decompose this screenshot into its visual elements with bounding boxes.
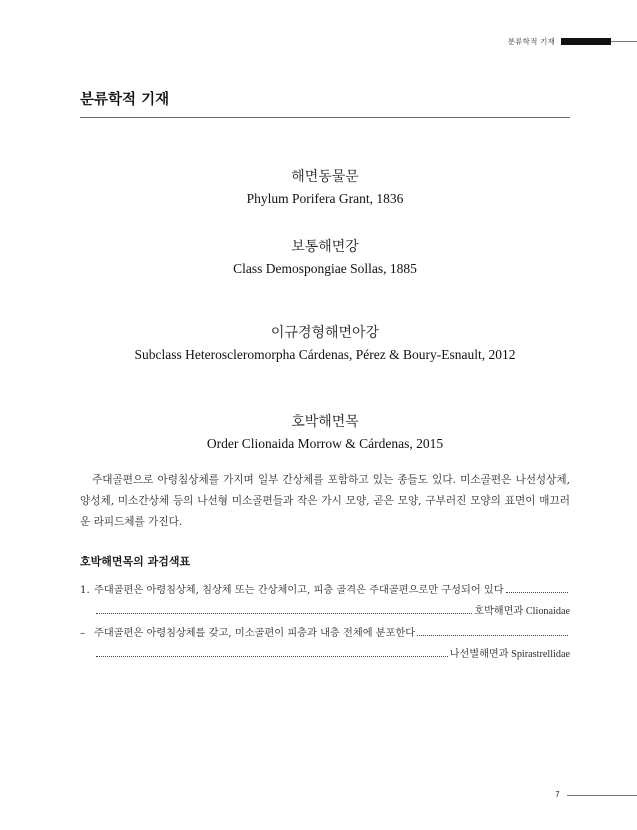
title-rule xyxy=(80,117,570,118)
key-marker: 1. xyxy=(80,585,90,596)
key-couplet-2-line-1 xyxy=(80,627,570,641)
running-header-line xyxy=(611,41,637,42)
key-marker: – xyxy=(80,628,86,639)
footer-rule xyxy=(567,795,637,796)
taxon-korean-name: 해면동물문 xyxy=(291,169,359,185)
running-header-bar xyxy=(561,38,611,45)
key-title: 호박해면목의 과검색표 xyxy=(80,555,191,568)
page-number: 7 xyxy=(555,790,560,799)
running-header-text: 분류학적 기재 xyxy=(507,36,555,46)
section-title: 분류학적 기재 xyxy=(80,92,170,108)
leader-dots xyxy=(417,634,568,636)
order-description: 주대골편으로 아령침상체를 가지며 일부 간상체를 포함하고 있는 종들도 있다. 미소골편은 나선성상체, 양성체, 미소간상체 등의 나선형 미소골편들과 작은 가시 모양, 곧은 모양, 구부러진 모양의 표면이 매끄러운 라피드체를 가진다. xyxy=(80,474,570,528)
taxon-latin-name: Order Clionaida Morrow & Cárdenas, 2015 xyxy=(206,436,444,451)
leader-dots xyxy=(96,655,448,657)
key-couplet-1-line-1 xyxy=(80,584,570,598)
key-couplet-1-line-2 xyxy=(94,605,570,619)
taxon-order xyxy=(80,413,570,453)
taxon-subclass xyxy=(80,324,570,364)
key-result-taxon: 나선별해면과 Spirastrellidae xyxy=(449,649,570,660)
taxon-korean-name: 보통해면강 xyxy=(291,239,359,255)
taxon-latin-name: Phylum Porifera Grant, 1836 xyxy=(246,191,404,206)
key-couplet-text: 주대골편은 아령침상체, 침상체 또는 간상체이고, 피층 골격은 주대골편으로만 구성되어 있다 xyxy=(94,585,504,596)
taxon-korean-name: 호박해면목 xyxy=(291,414,359,430)
taxon-phylum xyxy=(80,168,570,208)
key-result-taxon: 호박해면과 Clionaidae xyxy=(474,606,570,617)
key-couplet-text: 주대골편은 아령침상체를 갖고, 미소골편이 피층과 내층 전체에 분포한다 xyxy=(94,628,416,639)
leader-dots xyxy=(96,612,472,614)
taxon-korean-name: 이규경형해면아강 xyxy=(270,325,380,341)
running-header xyxy=(508,36,637,46)
taxon-latin-name: Subclass Heteroscleromorpha Cárdenas, Pérez & Boury-Esnault, 2012 xyxy=(134,347,516,362)
leader-dots xyxy=(506,591,568,593)
taxon-latin-name: Class Demospongiae Sollas, 1885 xyxy=(233,261,417,276)
key-couplet-2-line-2 xyxy=(94,648,570,662)
taxon-class xyxy=(80,238,570,278)
